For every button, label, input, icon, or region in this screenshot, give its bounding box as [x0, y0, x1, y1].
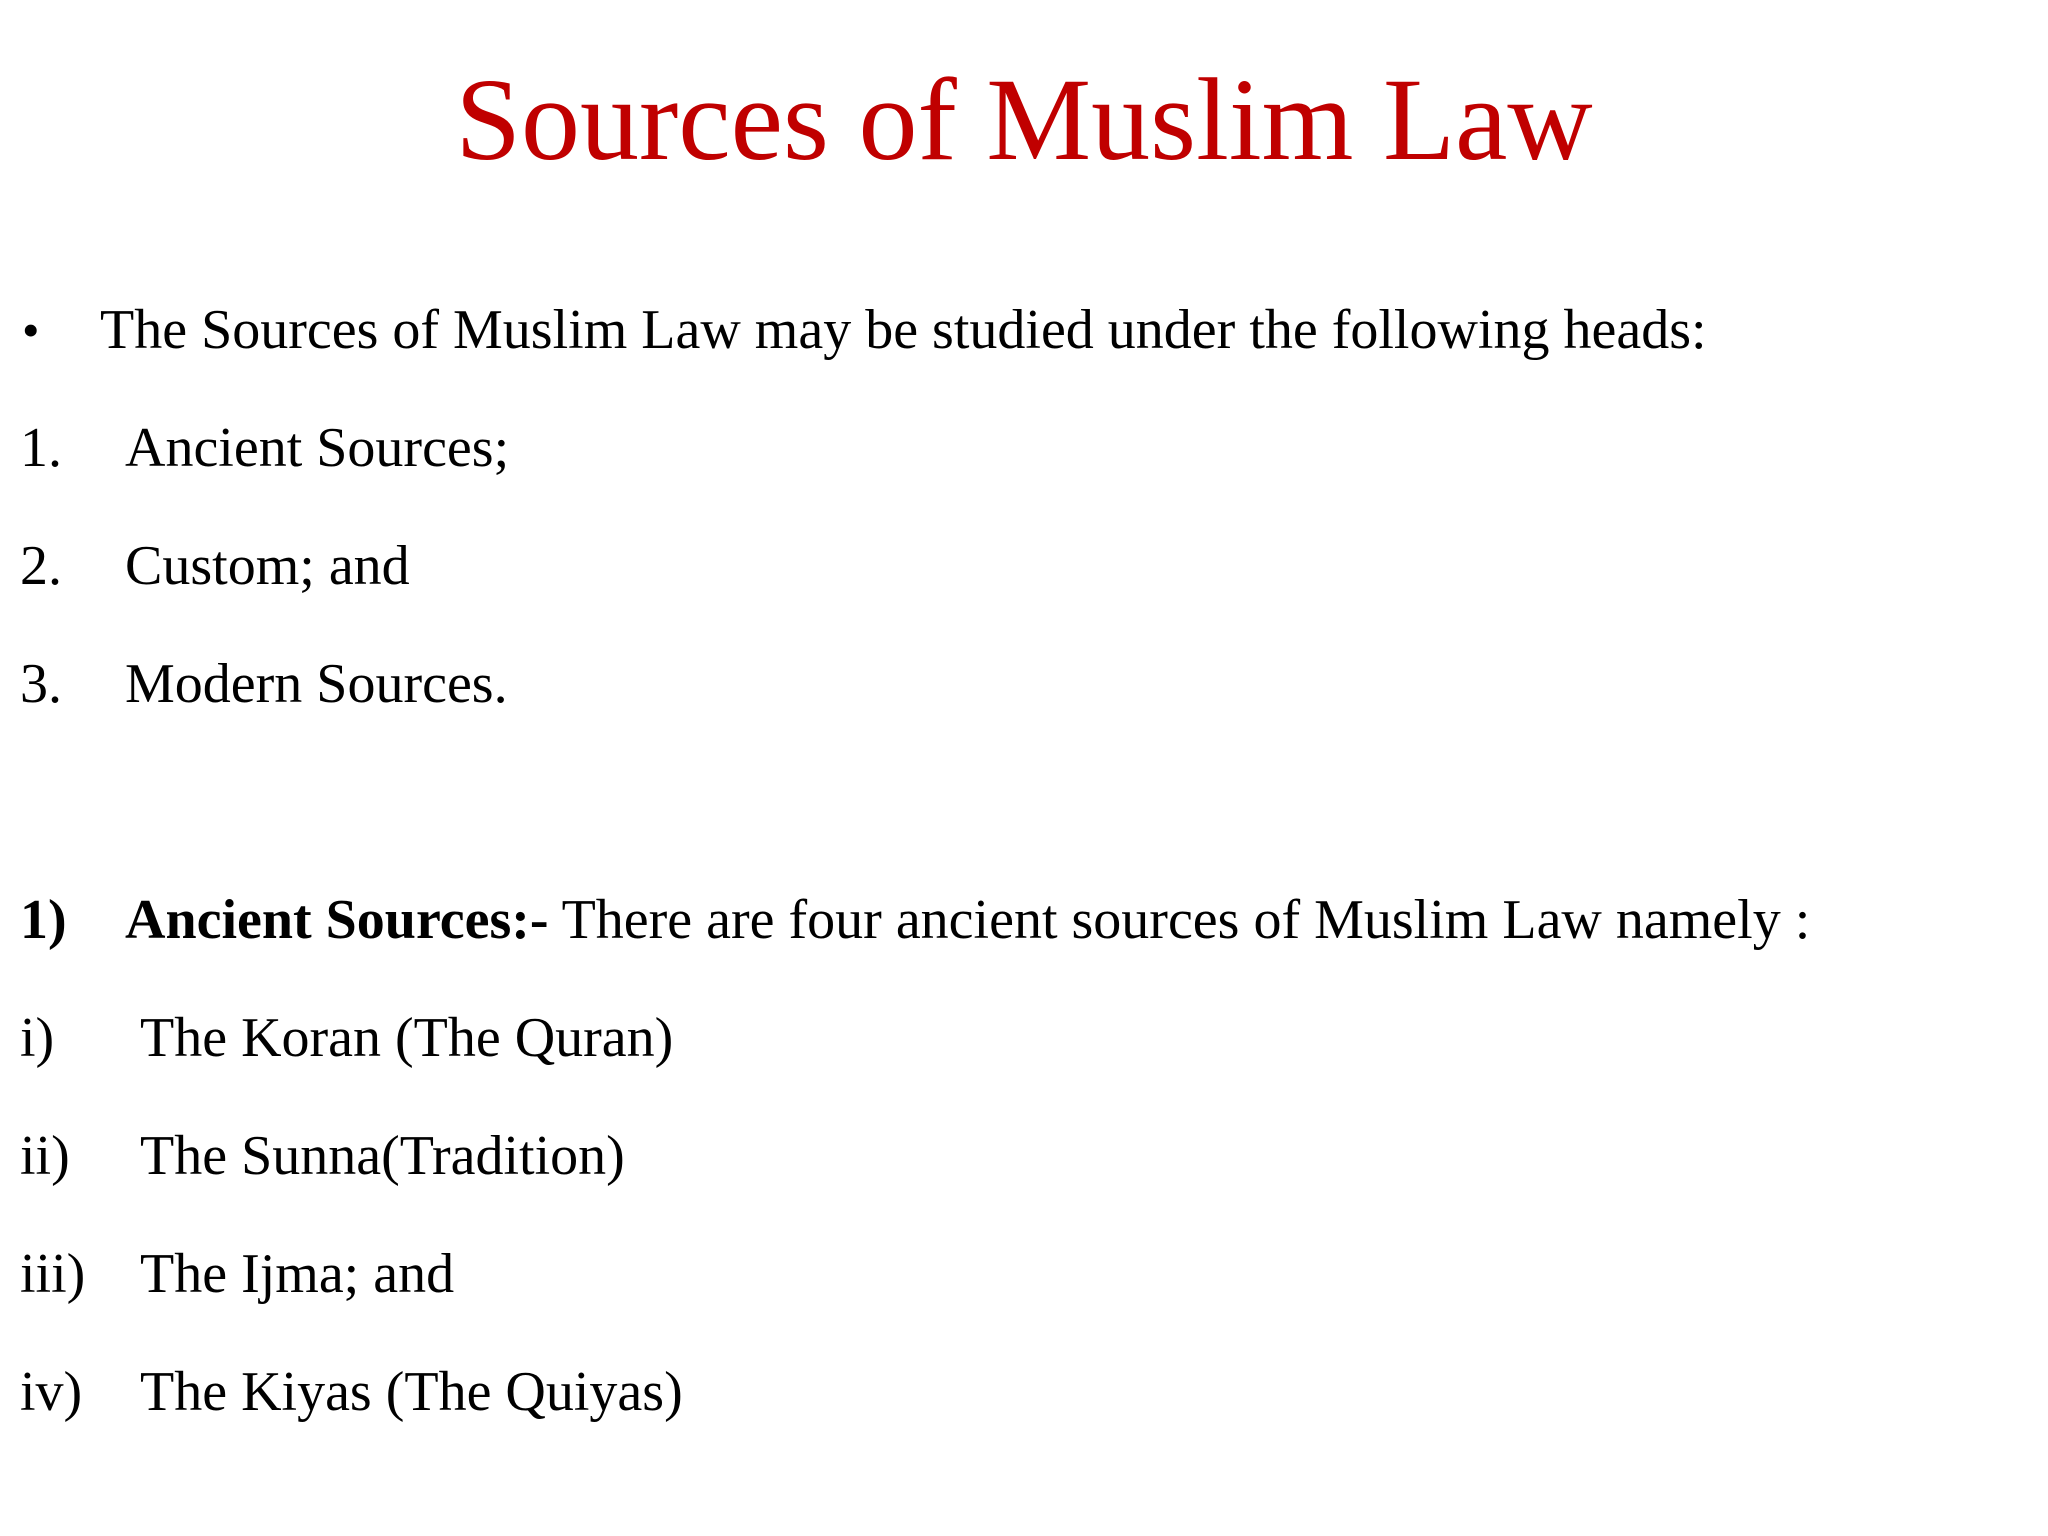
- list-item-number: 1.: [20, 417, 62, 479]
- list-item-text: The Sunna(Tradition): [140, 1125, 625, 1187]
- slide-title: Sources of Muslim Law: [455, 54, 1593, 185]
- section-number: 1): [20, 889, 67, 951]
- list-item-text: Custom; and: [125, 535, 410, 597]
- list-item-text: The Kiyas (The Quiyas): [140, 1361, 683, 1423]
- list-item-text: The Ijma; and: [140, 1243, 455, 1305]
- list-item-number: 3.: [20, 653, 62, 715]
- list-item-numeral: iv): [20, 1361, 83, 1423]
- ancient-sources-description: There are four ancient sources of Muslim Law namely :: [561, 889, 1811, 951]
- list-item-numeral: ii): [20, 1125, 70, 1187]
- list-item-text: The Koran (The Quran): [140, 1007, 674, 1069]
- intro-text: The Sources of Muslim Law may be studied under the following heads:: [100, 299, 1707, 361]
- ancient-sources-label: Ancient Sources:-: [125, 889, 549, 951]
- bullet-marker: •: [22, 302, 40, 358]
- list-item-text: Ancient Sources;: [125, 417, 510, 479]
- list-item-text: Modern Sources.: [125, 653, 508, 715]
- list-item-numeral: iii): [20, 1243, 86, 1305]
- ancient-sources-sentence: [125, 885, 1810, 955]
- list-item-number: 2.: [20, 535, 62, 597]
- list-item-numeral: i): [20, 1007, 55, 1069]
